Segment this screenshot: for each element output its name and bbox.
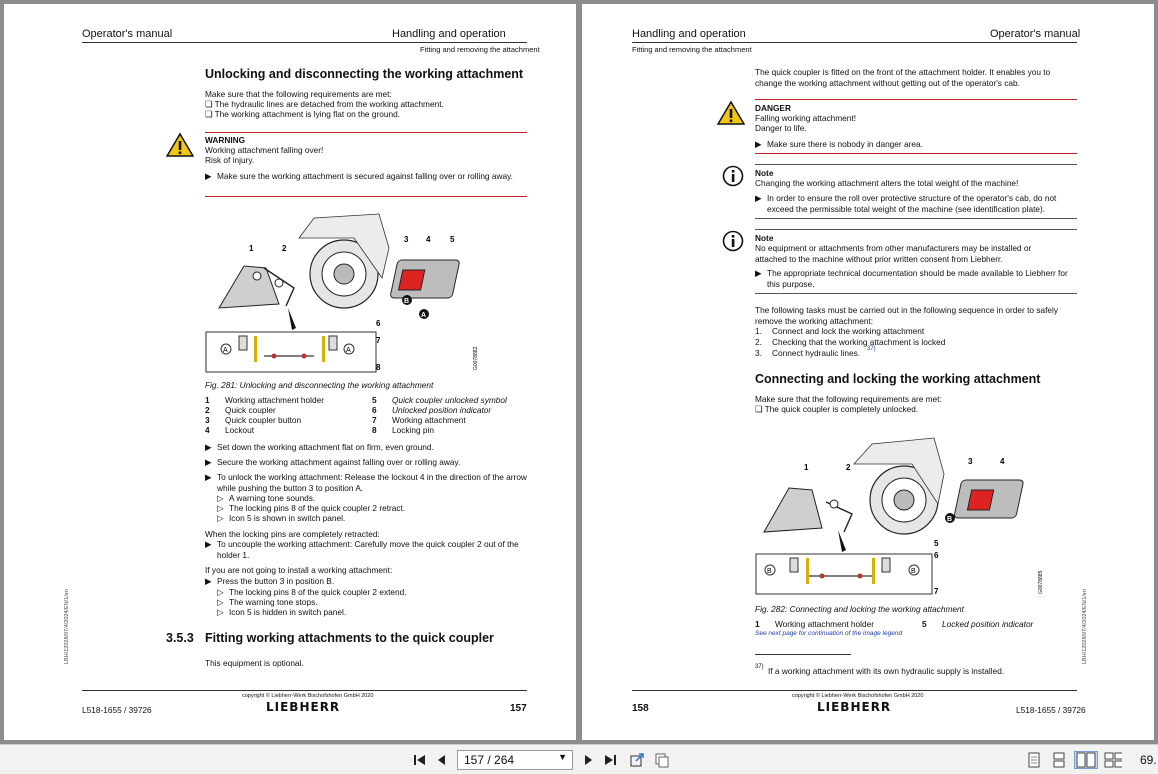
callout-2: 2 (282, 244, 287, 253)
instruction-step: Press the button 3 in position B. (217, 576, 335, 586)
legend-number: 6 (372, 405, 377, 415)
danger-rule-top (755, 99, 1077, 100)
callout-5: 5 (934, 539, 939, 548)
next-page-icon (583, 754, 593, 766)
danger-text: Falling working attachment! (755, 113, 856, 123)
legend-number: 2 (205, 405, 210, 415)
condition-text: If you are not going to install a working attachment: (205, 565, 393, 575)
callout-7: 7 (934, 587, 939, 596)
section-title: Connecting and locking the working attachment (755, 372, 1041, 386)
liebherr-logo: LIEBHERR (817, 700, 892, 714)
two-page-view-button[interactable] (1074, 751, 1098, 769)
task-item: Checking that the working attachment is locked (772, 337, 946, 347)
legend-text: Locking pin (392, 425, 434, 435)
callout-6: 6 (934, 551, 939, 560)
result-text: The locking pins 8 of the quick coupler 2 extend. (229, 587, 407, 597)
page-selector[interactable] (457, 750, 573, 770)
result-text: A warning tone sounds. (229, 493, 316, 503)
copyright: copyright © Liebherr-Werk Bischofshofen GmbH 2020 (792, 693, 924, 699)
header-rule (632, 42, 1077, 43)
page-number: 158 (632, 703, 649, 714)
result-arrow-icon: ▷ (217, 503, 224, 513)
marker-b: B (404, 298, 410, 305)
section-title: Unlocking and disconnecting the working attachment (205, 67, 524, 81)
result-text: Icon 5 is shown in switch panel. (229, 513, 346, 523)
zoom-level[interactable]: 69. (1140, 753, 1157, 767)
optional-note: This equipment is optional. (205, 658, 304, 668)
result-text: Icon 5 is hidden in switch panel. (229, 607, 347, 617)
doc-id: L518-1655 / 39726 (82, 705, 152, 715)
note-title: Note (755, 168, 774, 178)
warning-triangle-icon (166, 132, 194, 158)
instruction-step: Secure the working attachment against falling over or rolling away. (217, 457, 461, 467)
copyright: copyright © Liebherr-Werk Bischofshofen GmbH 2020 (242, 693, 374, 699)
header-sub: Fitting and removing the attachment (420, 45, 540, 54)
action-arrow-icon: ▶ (205, 472, 212, 482)
warning-rule-top (205, 132, 527, 133)
continuous-page-icon (1052, 752, 1066, 768)
warning-rule-bottom (205, 196, 527, 197)
last-page-icon (603, 754, 617, 766)
action-arrow-icon: ▶ (205, 171, 212, 181)
legend-text: Working attachment (392, 415, 466, 425)
callout-7: 7 (376, 336, 381, 345)
requirement-item: ❏ The hydraulic lines are detached from the working attachment. (205, 99, 444, 109)
footer-rule (632, 690, 1077, 691)
header-right: Operator's manual (990, 28, 1081, 40)
single-page-icon (1027, 752, 1041, 768)
task-number: 3. (755, 348, 762, 358)
page-157 (4, 4, 576, 740)
svg-text:B: B (767, 568, 772, 575)
legend-number: 4 (205, 425, 210, 435)
marker-a: A (421, 312, 427, 319)
note-action: The appropriate technical documentation should be made available to Liebherr for this purpose. (767, 268, 1068, 289)
previous-page-icon (437, 754, 447, 766)
continuation-link[interactable]: See next page for continuation of the image legend (755, 630, 903, 637)
continuous-view-button[interactable] (1050, 751, 1068, 769)
previous-page-button[interactable] (433, 751, 451, 769)
requirement-item: ❏ The quick coupler is completely unlocked. (755, 404, 919, 414)
figure-281-illustration (204, 208, 494, 378)
note-text: Changing the working attachment alters the total weight of the machine! (755, 178, 1019, 188)
section-number: 3.5.3 (166, 631, 194, 645)
note-title: Note (755, 233, 774, 243)
legend-number: 5 (922, 619, 927, 629)
single-page-view-button[interactable] (1025, 751, 1043, 769)
result-arrow-icon: ▷ (217, 607, 224, 617)
svg-text:B: B (911, 568, 916, 575)
svg-text:A: A (346, 347, 351, 354)
two-page-continuous-icon (1104, 752, 1122, 768)
two-page-icon (1076, 752, 1096, 768)
two-page-continuous-view-button[interactable] (1104, 751, 1122, 769)
info-icon (722, 165, 744, 187)
callout-1: 1 (249, 244, 254, 253)
warning-text: Risk of injury. (205, 155, 255, 165)
legend-number: 1 (755, 619, 760, 629)
result-arrow-icon: ▷ (217, 493, 224, 503)
figure-caption: Fig. 282: Connecting and locking the working attachment (755, 604, 964, 614)
footnote-link[interactable]: 37) (867, 346, 876, 352)
header-sub: Fitting and removing the attachment (632, 45, 752, 54)
page-158 (582, 4, 1154, 740)
liebherr-logo: LIEBHERR (266, 700, 341, 714)
danger-action: Make sure there is nobody in danger area. (767, 139, 923, 149)
legend-number: 8 (372, 425, 377, 435)
footnote-text: If a working attachment with its own hydraulic supply is installed. (768, 666, 1005, 676)
section-heading: Fitting working attachments to the quick coupler (205, 631, 494, 645)
note-text: No equipment or attachments from other manufacturers may be installed or attached to the machine without prior written consent from Liebherr. (755, 243, 1032, 264)
danger-text: Danger to life. (755, 123, 807, 133)
open-link-button[interactable] (628, 751, 646, 769)
side-code: LBH/12028/07/4/2024/EN/1/en (1082, 589, 1088, 664)
action-arrow-icon: ▶ (755, 268, 762, 278)
callout-1: 1 (804, 463, 809, 472)
action-arrow-icon: ▶ (205, 576, 212, 586)
first-page-icon (413, 754, 427, 766)
callout-8: 8 (376, 363, 381, 372)
figure-code: G0078882 (473, 346, 479, 370)
note-rule (755, 164, 1077, 165)
header-left: Operator's manual (82, 28, 173, 40)
header-left: Handling and operation (632, 28, 746, 40)
callout-3: 3 (968, 457, 973, 466)
doc-id: L518-1655 / 39726 (1016, 705, 1086, 715)
header-right: Handling and operation (392, 28, 506, 40)
note-rule (755, 229, 1077, 230)
result-text: The locking pins 8 of the quick coupler 2 retract. (229, 503, 406, 513)
action-arrow-icon: ▶ (205, 457, 212, 467)
note-rule (755, 293, 1077, 294)
last-page-button[interactable] (601, 751, 619, 769)
callout-2: 2 (846, 463, 851, 472)
intro-text: The quick coupler is fitted on the front of the attachment holder. It enables you to change the working attachment without getting out of the operator's cab. (755, 67, 1051, 88)
callout-4: 4 (426, 235, 431, 244)
legend-text: Quick coupler (225, 405, 276, 415)
legend-text: Lockout (225, 425, 255, 435)
marker-b: B (947, 516, 953, 523)
page-indicator: 157 / 264 (464, 753, 515, 767)
legend-number: 7 (372, 415, 377, 425)
legend-text: Locked position indicator (942, 619, 1034, 629)
callout-3: 3 (404, 235, 409, 244)
legend-number: 3 (205, 415, 210, 425)
note-action: In order to ensure the roll over protective structure of the operator's cab, do not exceed the permissible total weight of the machine (see identification plate). (767, 193, 1057, 214)
result-arrow-icon: ▷ (217, 587, 224, 597)
callout-5: 5 (450, 235, 455, 244)
legend-text: Quick coupler unlocked symbol (392, 395, 507, 405)
instruction-step: To uncouple the working attachment: Carefully move the quick coupler 2 out of the holder 1. (217, 539, 519, 560)
first-page-button[interactable] (411, 751, 429, 769)
legend-number: 5 (372, 395, 377, 405)
warning-text: Working attachment falling over! (205, 145, 324, 155)
note-rule (755, 218, 1077, 219)
task-number: 2. (755, 337, 762, 347)
task-number: 1. (755, 326, 762, 336)
info-icon (722, 230, 744, 252)
export-icon (629, 752, 645, 768)
requirement-item: ❏ The working attachment is lying flat on the ground. (205, 109, 400, 119)
footnote-rule (755, 654, 851, 655)
task-item: Connect hydraulic lines. (772, 348, 861, 358)
result-text: The warning tone stops. (229, 597, 318, 607)
task-item: Connect and lock the working attachment (772, 326, 925, 336)
warning-action: Make sure the working attachment is secured against falling over or rolling away. (217, 171, 513, 181)
legend-text: Working attachment holder (225, 395, 324, 405)
action-arrow-icon: ▶ (755, 193, 762, 203)
result-arrow-icon: ▷ (217, 597, 224, 607)
figure-caption: Fig. 281: Unlocking and disconnecting the working attachment (205, 380, 434, 390)
footer-rule (82, 690, 527, 691)
instruction-step: To unlock the working attachment: Release the lockout 4 in the direction of the arrow while pushing the button 3 to position A. (217, 472, 527, 493)
viewer-toolbar (0, 744, 1158, 774)
danger-title: DANGER (755, 103, 791, 113)
figure-code: G0078885 (1038, 570, 1044, 594)
next-page-button[interactable] (579, 751, 597, 769)
legend-text: Unlocked position indicator (392, 405, 492, 415)
warning-title: WARNING (205, 135, 246, 145)
warning-triangle-icon (717, 100, 745, 126)
footnote-marker: 37) (755, 664, 764, 670)
side-code: LBH/12028/07/4/2024/EN/1/en (64, 589, 70, 664)
legend-number: 1 (205, 395, 210, 405)
action-arrow-icon: ▶ (205, 442, 212, 452)
copy-icon (654, 752, 670, 768)
condition-text: When the locking pins are completely retracted: (205, 529, 380, 539)
result-arrow-icon: ▷ (217, 513, 224, 523)
action-arrow-icon: ▶ (205, 539, 212, 549)
danger-rule-bottom (755, 153, 1077, 154)
requirements-intro: Make sure that the following requirements are met: (755, 394, 942, 404)
figure-282-illustration (754, 432, 1054, 602)
action-arrow-icon: ▶ (755, 139, 762, 149)
header-rule (82, 42, 527, 43)
callout-4: 4 (1000, 457, 1005, 466)
legend-text: Quick coupler button (225, 415, 302, 425)
dropdown-arrow-icon: ▼ (558, 752, 567, 762)
requirements-intro: Make sure that the following requirements are met: (205, 89, 392, 99)
page-number: 157 (510, 703, 527, 714)
callout-6: 6 (376, 319, 381, 328)
svg-text:A: A (223, 347, 228, 354)
tasks-intro: The following tasks must be carried out in the following sequence in order to safely remove the working attachment: (755, 305, 1058, 326)
legend-text: Working attachment holder (775, 619, 874, 629)
copy-button[interactable] (653, 751, 671, 769)
instruction-step: Set down the working attachment flat on firm, even ground. (217, 442, 434, 452)
